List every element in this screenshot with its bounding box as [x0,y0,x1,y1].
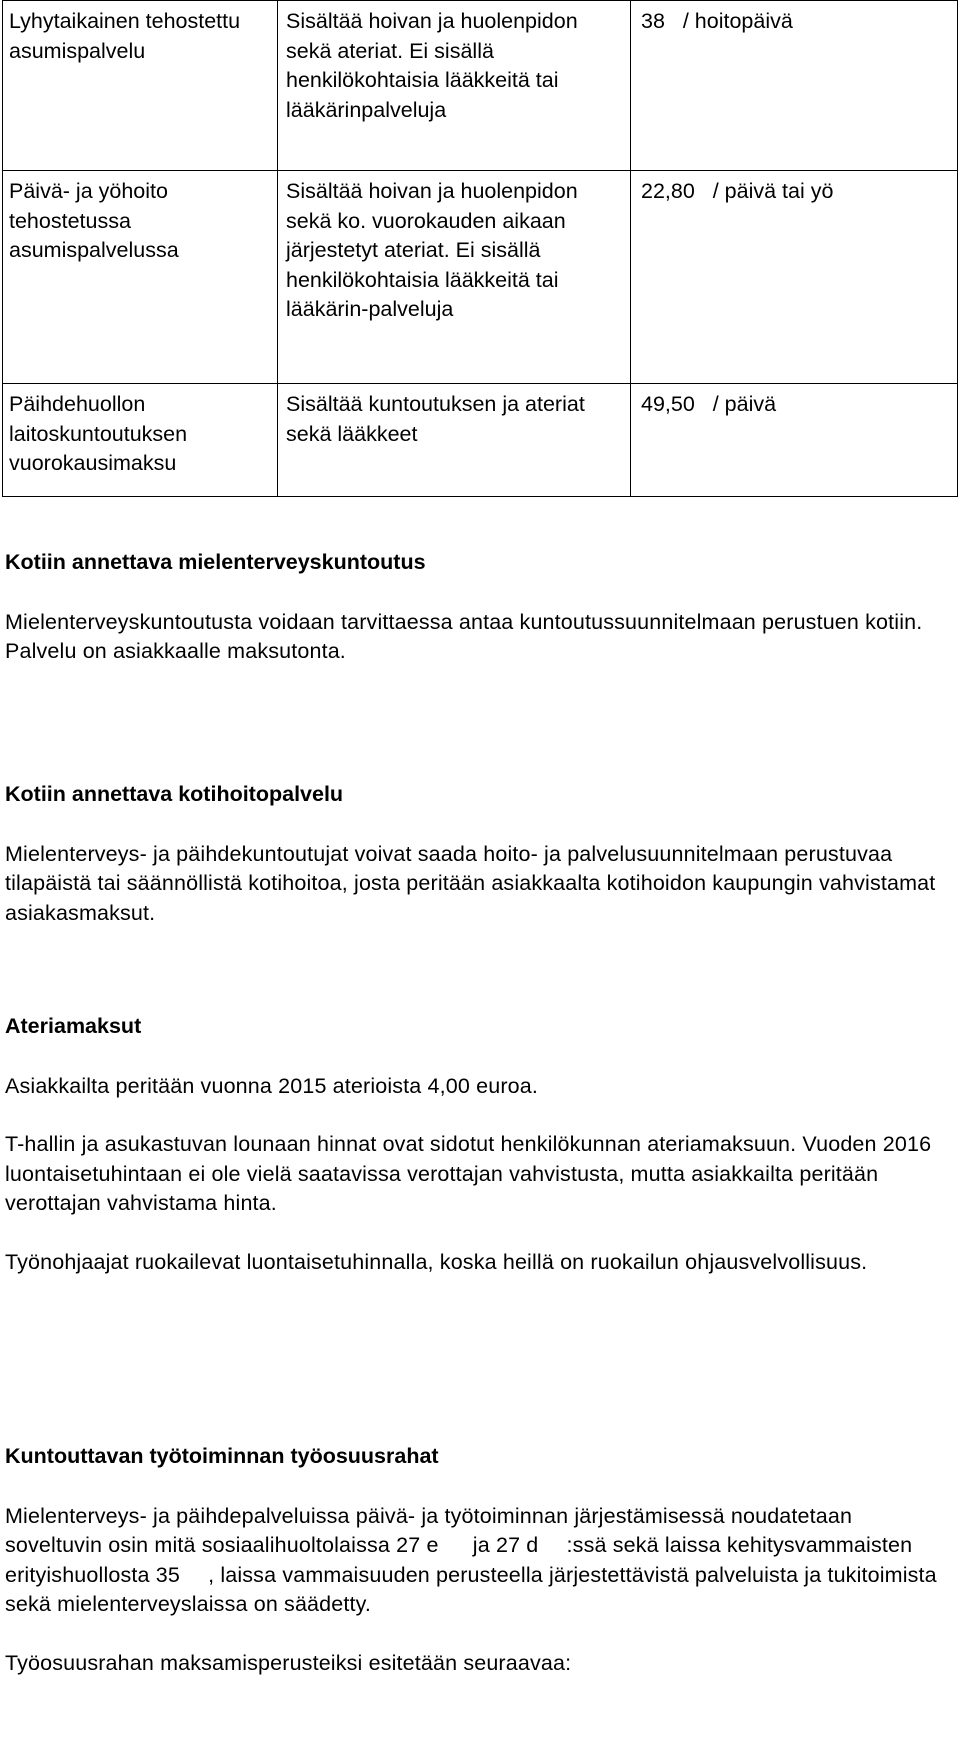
service-name-cell: Lyhytaikainen tehostettu asumispalvelu [3,1,278,171]
section-paragraph [5,1502,950,1620]
service-price-cell: 49,50 / päivä [631,384,958,497]
service-description-cell: Sisältää hoivan ja huolenpidon sekä ateriat. Ei sisällä henkilökohtaisia lääkkeitä tai lääkärinpalveluja [278,1,631,171]
section-paragraph: Mielenterveyskuntoutusta voidaan tarvittaessa antaa kuntoutussuunnitelmaan perustuen kotiin. Palvelu on asiakkaalle maksutonta. [5,609,923,663]
table-row [3,171,958,384]
section-heading: Kuntouttavan työtoiminnan työosuusrahat [5,1444,439,1468]
section-paragraph: T-hallin ja asukastuvan lounaan hinnat ovat sidotut henkilökunnan ateriamaksuun. Vuoden 2016 luontaisetuhintaan ei ole vielä saatavissa verottajan vahvistusta, mutta asiakkailta peritään verottajan vahvistama hinta. [5,1132,932,1215]
table-row [3,1,958,171]
section-heading: Ateriamaksut [5,1014,142,1038]
service-price-cell: 22,80 / päivä tai yö [631,171,958,384]
section-paragraph: Asiakkailta peritään vuonna 2015 aterioista 4,00 euroa. [5,1073,538,1098]
paragraph-text: Mielenterveys- ja päihdepalveluissa päivä- ja työtoiminnan järjestämisessä noudatetaan soveltuvin osin mitä sosiaalihuoltolaissa 27 e [5,1503,853,1557]
service-name-cell: Päivä- ja yöhoito tehostetussa asumispalvelussa [3,171,278,384]
section-home-rehab [5,548,950,667]
service-description-cell: Sisältää kuntoutuksen ja ateriat sekä lääkkeet [278,384,631,497]
service-name-cell: Päihdehuollon laitoskuntoutuksen vuorokausimaksu [3,384,278,497]
paragraph-text: , laissa vammaisuuden perusteella järjestettävistä palveluista ja tukitoimista sekä mielenterveyslaissa on säädetty. [5,1562,937,1616]
section-paragraph: Työnohjaajat ruokailevat luontaisetuhinnalla, koska heillä on ruokailun ohjausvelvollisuus. [5,1249,868,1274]
paragraph-text: :ssä sekä laissa kehitysvammaisten erityishuollosta 35 [5,1533,913,1587]
service-price-cell: 38 / hoitopäivä [631,1,958,171]
table-row [3,384,958,497]
fee-table [2,0,958,497]
section-paragraph: Työosuusrahan maksamisperusteiksi esitetään seuraavaa: [5,1650,572,1675]
section-paragraph: Mielenterveys- ja päihdekuntoutujat voivat saada hoito- ja palvelusuunnitelmaan perustuvaa tilapäistä tai säännöllistä kotihoitoa, josta peritään asiakkaalta kotihoidon kaupungin vahvistamat asiakasmaksut. [5,841,936,925]
section-heading: Kotiin annettava kotihoitopalvelu [5,782,344,806]
section-meal-fees [5,1012,950,1277]
paragraph-text: ja 27 d [466,1533,545,1557]
service-description-cell: Sisältää hoivan ja huolenpidon sekä ko. vuorokauden aikaan järjestetyt ateriat. Ei sisällä henkilökohtaisia lääkkeitä tai lääkärin-palveluja [278,171,631,384]
section-home-care [5,780,950,928]
section-heading: Kotiin annettava mielenterveyskuntoutus [5,550,426,574]
section-work-money [5,1442,950,1678]
